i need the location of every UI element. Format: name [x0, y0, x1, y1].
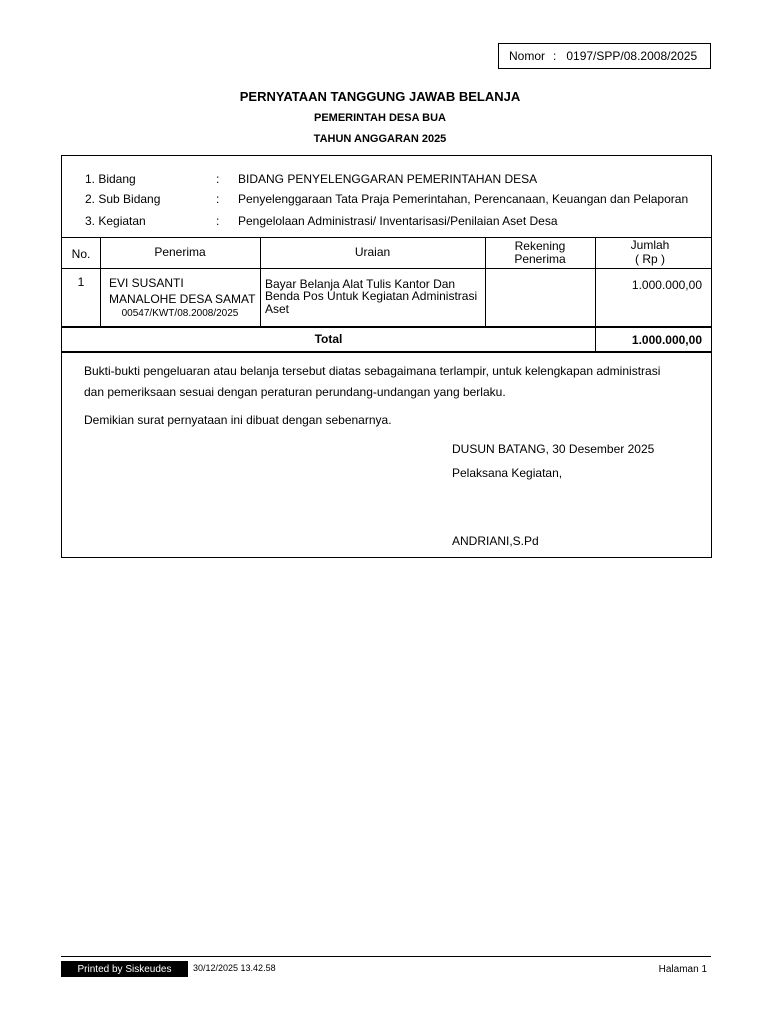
- signature-place-date: DUSUN BATANG, 30 Desember 2025: [452, 442, 655, 456]
- printed-by-badge: Printed by Siskeudes: [61, 961, 188, 977]
- signature-role: Pelaksana Kegiatan,: [452, 466, 563, 480]
- header-uraian: Uraian: [354, 245, 391, 259]
- row-uraian-line2: Benda Pos Untuk Kegiatan Administrasi: [265, 289, 478, 303]
- total-label: Total: [314, 332, 343, 346]
- header-jumlah-1: Jumlah: [630, 238, 670, 252]
- statement-line3: Demikian surat pernyataan ini dibuat dengan sebenarnya.: [84, 413, 392, 427]
- header-no: No.: [71, 247, 91, 261]
- row-uraian-line3: Aset: [265, 302, 290, 316]
- info-label-kegiatan: 3. Kegiatan: [85, 214, 146, 228]
- row-penerima-org: MANALOHE DESA SAMAT: [109, 292, 256, 306]
- document-year: TAHUN ANGGARAN 2025: [313, 133, 447, 145]
- nomor-label: Nomor: [509, 49, 546, 63]
- info-value-sub-bidang: Penyelenggaraan Tata Praja Pemerintahan, Perencanaan, Keuangan dan Pelaporan: [238, 192, 689, 206]
- nomor-box: [498, 43, 711, 69]
- document-subtitle: PEMERINTAH DESA BUA: [313, 112, 446, 124]
- nomor-value: 0197/SPP/08.2008/2025: [566, 49, 698, 63]
- header-penerima: Penerima: [154, 245, 206, 259]
- info-colon-sub-bidang: :: [216, 192, 220, 206]
- info-value-bidang: BIDANG PENYELENGGARAN PEMERINTAHAN DESA: [238, 172, 538, 186]
- statement-line1: Bukti-bukti pengeluaran atau belanja tersebut diatas sebagaimana terlampir, untuk kelengkapan administrasi: [84, 364, 661, 378]
- row-uraian-line1: Bayar Belanja Alat Tulis Kantor Dan: [265, 277, 456, 291]
- total-value: 1.000.000,00: [631, 333, 702, 347]
- footer-divider: [61, 956, 711, 957]
- statement-line2: dan pemeriksaan sesuai dengan peraturan perundang-undangan yang berlaku.: [84, 385, 506, 399]
- row-jumlah: 1.000.000,00: [631, 278, 702, 292]
- main-frame: [61, 155, 712, 558]
- info-colon-kegiatan: :: [216, 214, 220, 228]
- table-total-border: [62, 351, 711, 353]
- row-penerima-name: EVI SUSANTI: [109, 276, 184, 290]
- signature-name: ANDRIANI,S.Pd: [452, 534, 539, 548]
- table-header-border: [62, 268, 711, 269]
- page-number: Halaman 1: [658, 964, 707, 975]
- document-title: PERNYATAAN TANGGUNG JAWAB BELANJA: [239, 89, 521, 104]
- nomor-colon: :: [553, 49, 557, 63]
- header-rekening-2: Penerima: [514, 252, 566, 266]
- row-no: 1: [77, 275, 85, 289]
- row-penerima-ref: 00547/KWT/08.2008/2025: [121, 308, 239, 319]
- header-rekening-1: Rekening: [514, 239, 566, 253]
- info-label-bidang: 1. Bidang: [85, 172, 136, 186]
- header-jumlah-2: ( Rp ): [635, 252, 665, 266]
- info-label-sub-bidang: 2. Sub Bidang: [85, 192, 161, 206]
- info-value-kegiatan: Pengelolaan Administrasi/ Inventarisasi/Penilaian Aset Desa: [238, 214, 558, 228]
- print-timestamp: 30/12/2025 13.42.58: [193, 963, 276, 973]
- table-row-border: [62, 326, 711, 328]
- info-colon-bidang: :: [216, 172, 220, 186]
